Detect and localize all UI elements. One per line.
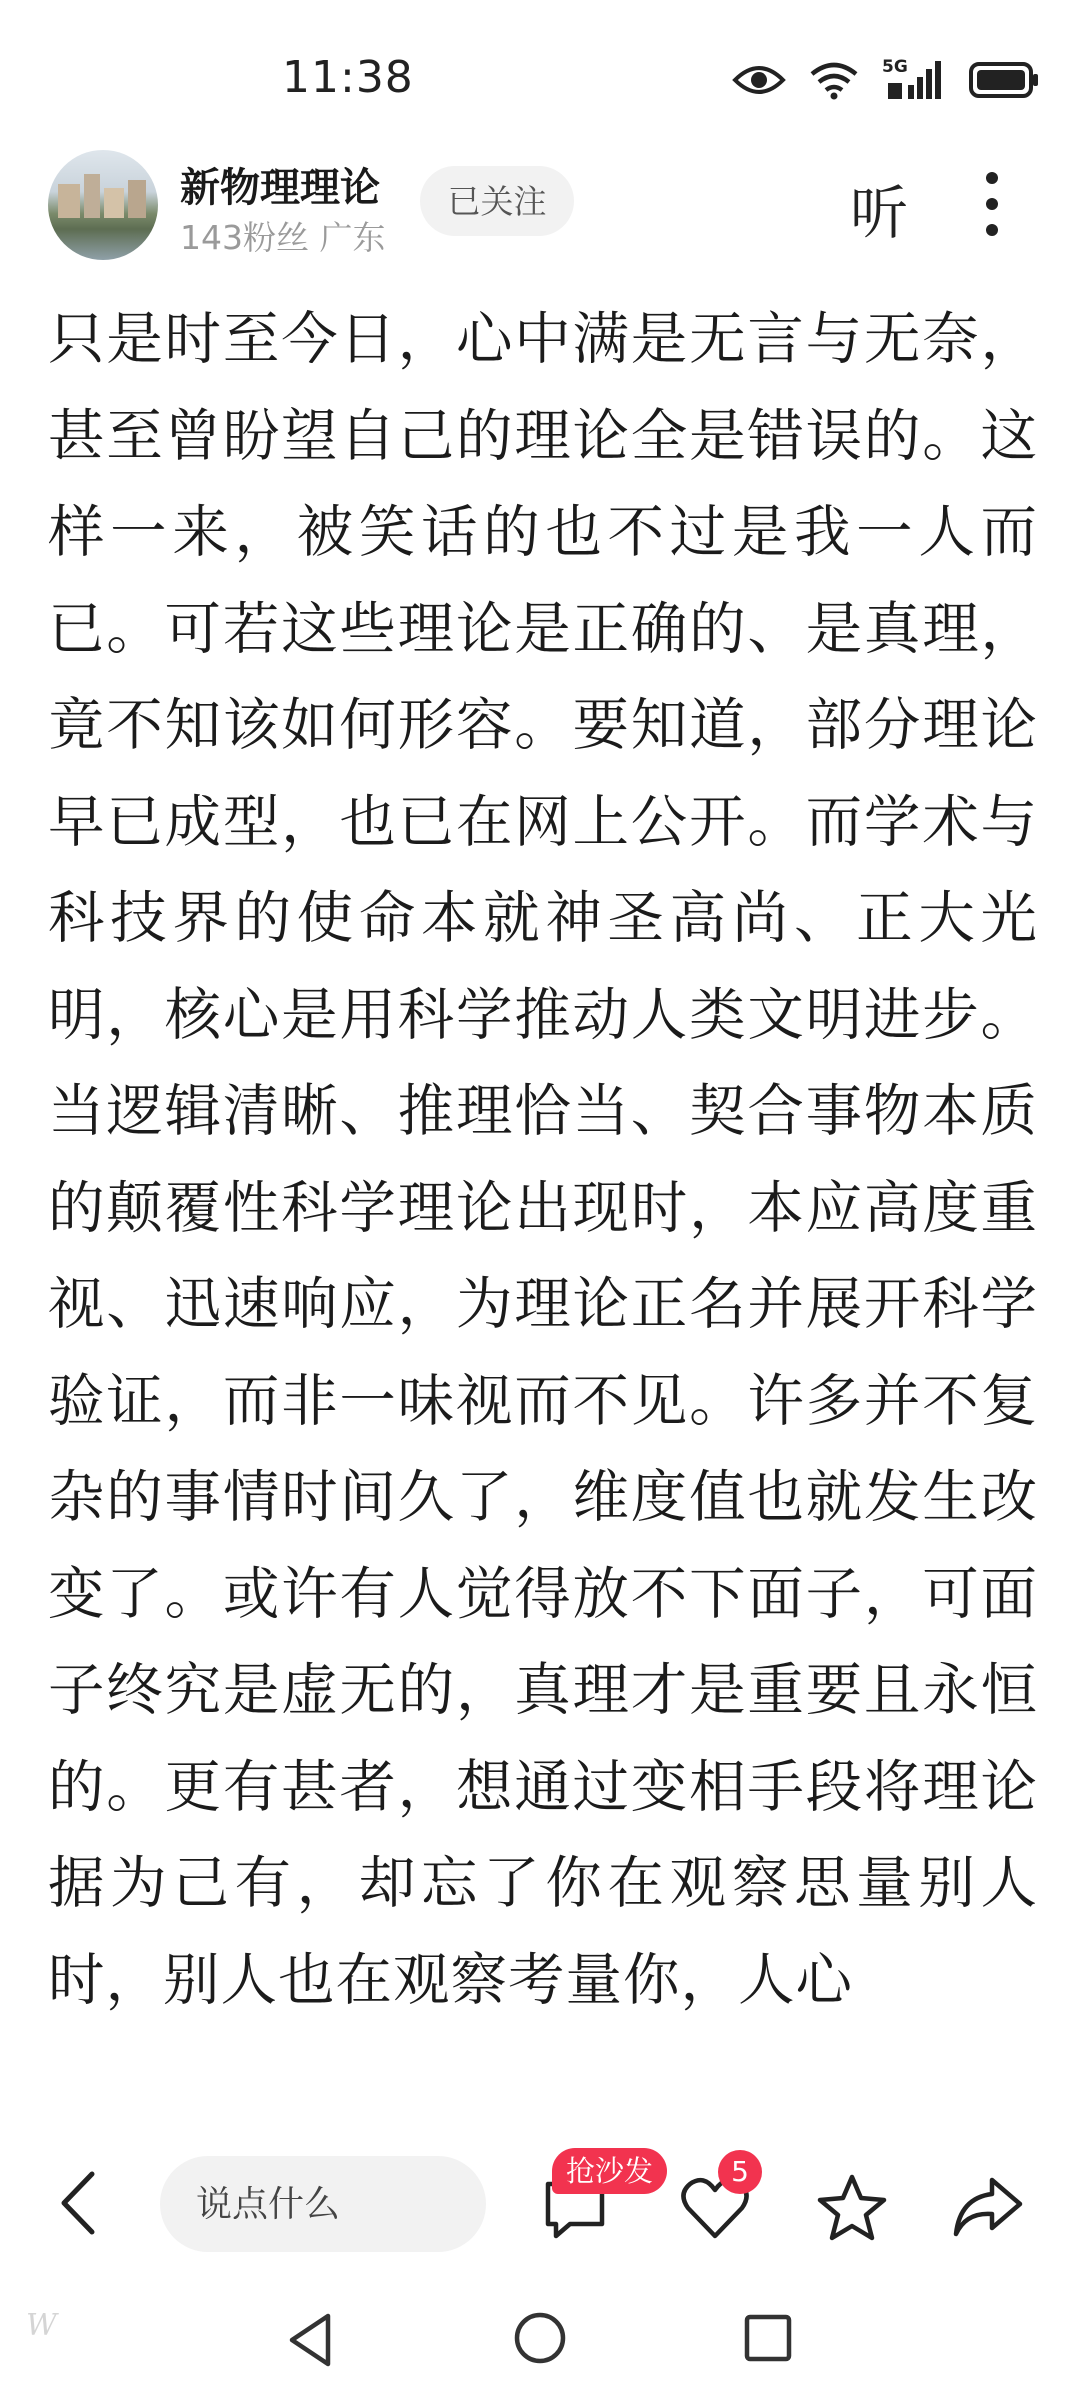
nav-back-icon[interactable] bbox=[284, 2310, 336, 2370]
network-type: 5G bbox=[882, 57, 908, 77]
avatar[interactable] bbox=[48, 150, 158, 260]
fans-count: 143粉丝 bbox=[180, 218, 309, 257]
watermark-logo: W bbox=[26, 2308, 57, 2343]
follow-button[interactable]: 已关注 bbox=[420, 166, 574, 236]
sofa-badge[interactable]: 抢沙发 bbox=[552, 2148, 667, 2194]
comment-input[interactable] bbox=[160, 2156, 486, 2252]
like-count-badge: 5 bbox=[718, 2150, 762, 2194]
more-options-icon[interactable] bbox=[980, 168, 1004, 240]
nav-recent-apps-icon[interactable] bbox=[742, 2312, 794, 2364]
nav-home-icon[interactable] bbox=[512, 2310, 568, 2366]
author-header bbox=[0, 150, 1080, 260]
system-nav-bar bbox=[0, 2278, 1080, 2400]
listen-button[interactable]: 听 bbox=[850, 179, 909, 247]
back-icon[interactable] bbox=[54, 2168, 104, 2238]
author-location: 广东 bbox=[319, 218, 386, 257]
favorite-star-icon[interactable] bbox=[816, 2172, 888, 2244]
action-bar bbox=[0, 2128, 1080, 2278]
signal-icon bbox=[882, 57, 946, 103]
eye-icon bbox=[732, 62, 786, 98]
battery-icon bbox=[968, 60, 1040, 100]
article-body: 只是时至今日，心中满是无言与无奈，甚至曾盼望自己的理论全是错误的。这样一来，被笑话的也不过是我一人而已。可若这些理论是正确的、是真理，竟不知该如何形容。要知道，部分理论早已成型，也已在网上公开。而学术与科技界的使命本就神圣高尚、正大光明，核心是用科学推动人类文明进步。当逻辑清晰、推理恰当、契合事物本质的颠覆性科学理论出现时，本应高度重视、迅速响应，为理论正名并展开科学验证，而非一味视而不见。许多并不复杂的事情时间久了，维度值也就发生改变了。或许有人觉得放不下面子，可面子终究是虚无的，真理才是重要且永恒的。更有甚者，想通过变相手段将理论据为己有，却忘了你在观察思量别人时，别人也在观察考量你，人心 bbox=[48, 307, 1038, 2013]
status-icons bbox=[732, 50, 1040, 110]
share-icon[interactable] bbox=[952, 2174, 1024, 2240]
status-bar bbox=[0, 0, 1080, 150]
status-time: 11:38 bbox=[282, 52, 414, 103]
wifi-icon bbox=[808, 60, 860, 100]
author-meta bbox=[180, 212, 386, 259]
author-name[interactable]: 新物理理论 bbox=[180, 165, 380, 211]
